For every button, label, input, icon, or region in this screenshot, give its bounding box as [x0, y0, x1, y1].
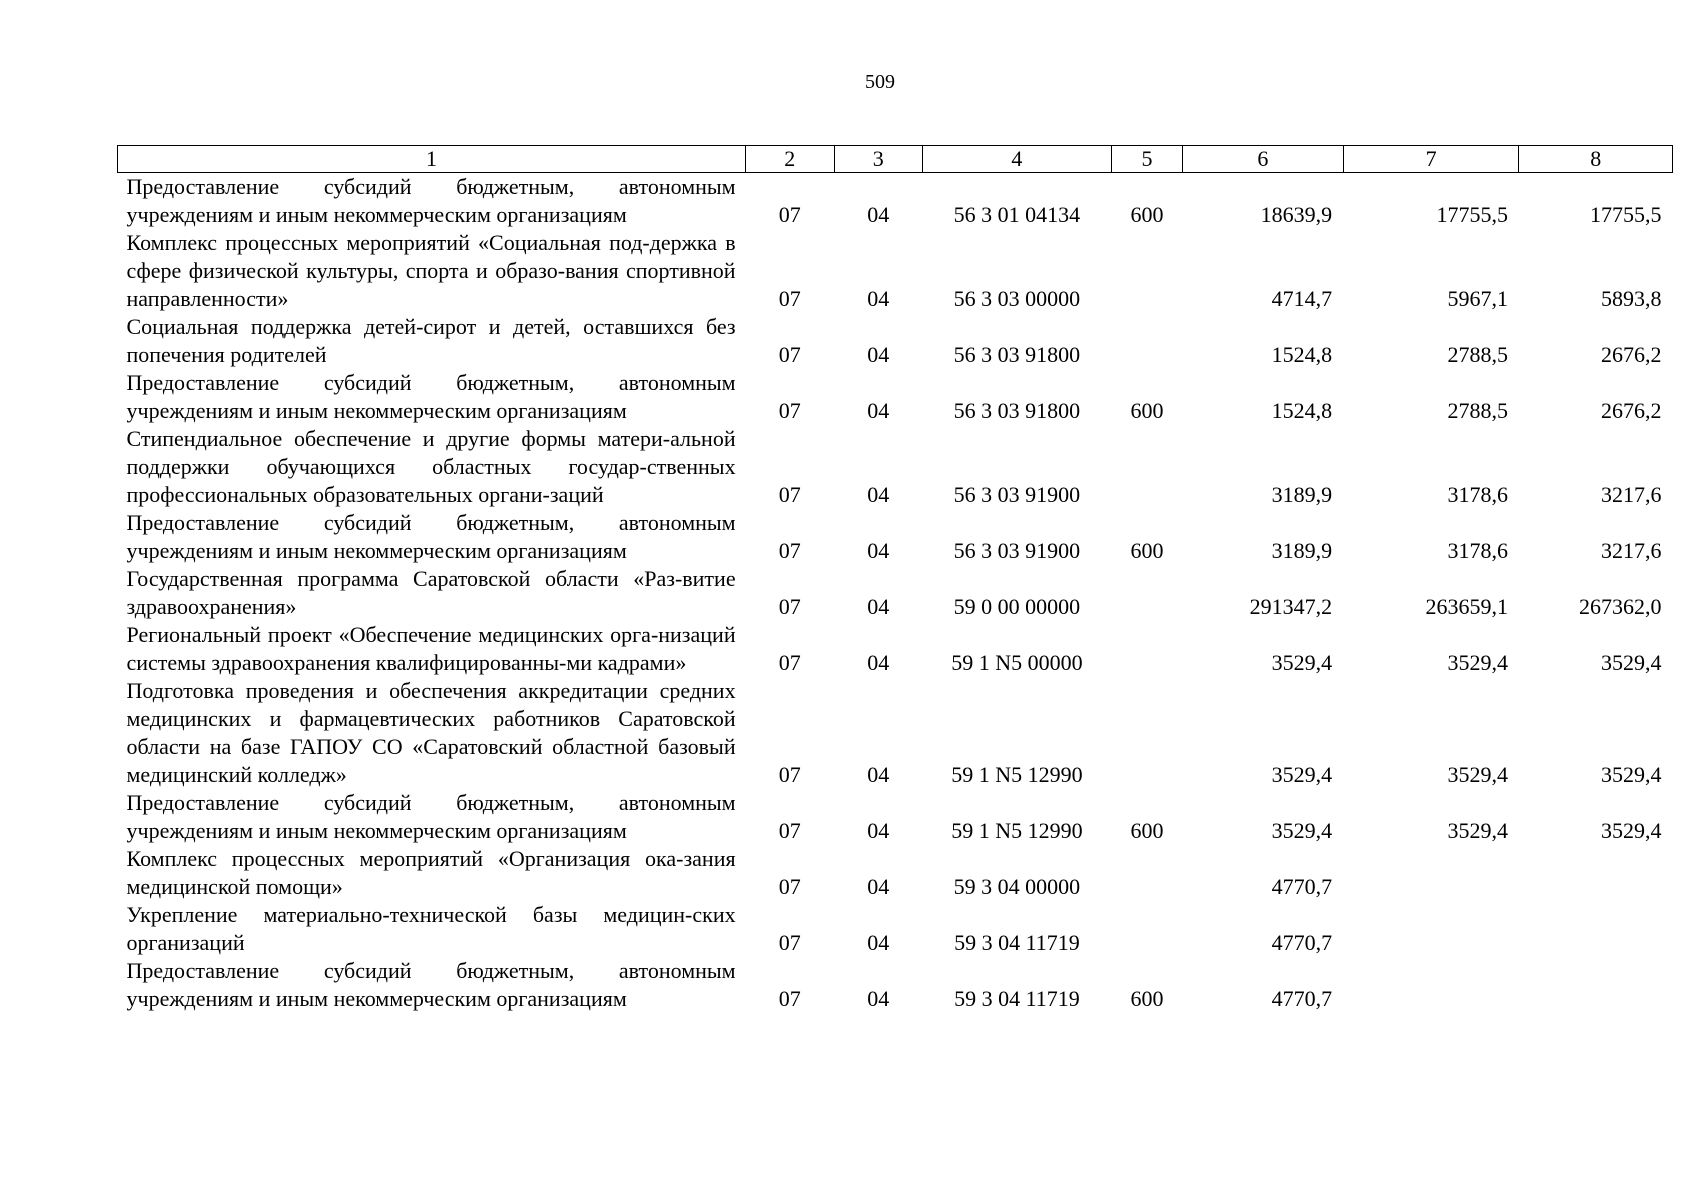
row-name: Стипендиальное обеспечение и другие формы матери-альной поддержки обучающихся областных государ-ственных профессиональных образовательных органи-заций: [126, 426, 736, 507]
amount-col-7: [1343, 845, 1519, 901]
table-row: [118, 621, 1673, 677]
target-article-code: 59 0 00 00000: [953, 594, 1081, 619]
subsection-code: 04: [867, 650, 890, 675]
row-name: Подготовка проведения и обеспечения аккредитации средних медицинских и фармацевтических работников Саратовской области на базе ГАПОУ СО «Саратовский областной базовый медицинский колледж»: [126, 678, 736, 787]
subsection-code: 04: [867, 482, 890, 507]
table-row: [118, 369, 1673, 425]
table-row: [118, 845, 1673, 901]
expense-type-code: [1111, 901, 1182, 957]
amount-col-6: 291347,2: [1249, 594, 1333, 619]
section-code: 07: [778, 286, 801, 311]
amount-col-6: 4770,7: [1271, 874, 1333, 899]
section-code: 07: [778, 342, 801, 367]
subsection-code: 04: [867, 202, 890, 227]
amount-col-6: 3189,9: [1271, 482, 1333, 507]
table-row: [118, 229, 1673, 313]
amount-col-6: 4714,7: [1271, 286, 1333, 311]
amount-col-8: 2676,2: [1601, 342, 1662, 367]
table-header-row: [118, 146, 1673, 173]
section-code: 07: [778, 874, 801, 899]
expense-type-code: [1111, 677, 1182, 789]
expense-type-code: 600: [1130, 538, 1164, 563]
row-name: Комплекс процессных мероприятий «Организация ока-зания медицинской помощи»: [126, 846, 736, 899]
section-code: 07: [778, 482, 801, 507]
expense-type-code: 600: [1130, 398, 1164, 423]
amount-col-8: 5893,8: [1601, 286, 1662, 311]
table-row: [118, 565, 1673, 621]
expense-type-code: 600: [1130, 202, 1164, 227]
column-header: 2: [746, 146, 834, 173]
target-article-code: 59 3 04 00000: [953, 874, 1081, 899]
table-row: [118, 901, 1673, 957]
target-article-code: 59 1 N5 00000: [951, 650, 1083, 675]
section-code: 07: [778, 930, 801, 955]
section-code: 07: [778, 650, 801, 675]
section-code: 07: [778, 762, 801, 787]
column-header: 7: [1343, 146, 1519, 173]
column-header: 4: [922, 146, 1111, 173]
amount-col-7: 3529,4: [1447, 650, 1508, 675]
amount-col-6: 18639,9: [1260, 202, 1333, 227]
target-article-code: 56 3 03 91900: [953, 538, 1081, 563]
row-name: Предоставление субсидий бюджетным, автономным учреждениям и иным некоммерческим организациям: [126, 370, 736, 423]
subsection-code: 04: [867, 818, 890, 843]
target-article-code: 56 3 03 91800: [953, 398, 1081, 423]
subsection-code: 04: [867, 286, 890, 311]
amount-col-8: 3217,6: [1601, 538, 1662, 563]
table-row: [118, 509, 1673, 565]
column-header: 1: [118, 146, 746, 173]
amount-col-6: 3529,4: [1271, 762, 1333, 787]
amount-col-7: 3178,6: [1447, 538, 1508, 563]
row-name: Предоставление субсидий бюджетным, автономным учреждениям и иным некоммерческим организациям: [126, 958, 736, 1011]
section-code: 07: [778, 986, 801, 1011]
amount-col-8: [1519, 957, 1673, 1013]
amount-col-6: 4770,7: [1271, 986, 1333, 1011]
row-name: Региональный проект «Обеспечение медицинских орга-низаций системы здравоохранения квалифицированны-ми кадрами»: [126, 622, 736, 675]
target-article-code: 56 3 03 91900: [953, 482, 1081, 507]
column-header: 6: [1183, 146, 1344, 173]
row-name: Предоставление субсидий бюджетным, автономным учреждениям и иным некоммерческим организациям: [126, 510, 736, 563]
section-code: 07: [778, 202, 801, 227]
target-article-code: 59 3 04 11719: [954, 930, 1080, 955]
table-row: [118, 425, 1673, 509]
target-article-code: 59 3 04 11719: [954, 986, 1080, 1011]
amount-col-6: 1524,8: [1271, 398, 1333, 423]
amount-col-8: 2676,2: [1601, 398, 1662, 423]
table-row: [118, 313, 1673, 369]
amount-col-7: 3529,4: [1447, 818, 1508, 843]
row-name: Государственная программа Саратовской области «Раз-витие здравоохранения»: [126, 566, 736, 619]
table-row: [118, 789, 1673, 845]
subsection-code: 04: [867, 762, 890, 787]
amount-col-7: 17755,5: [1436, 202, 1508, 227]
amount-col-6: 1524,8: [1271, 342, 1333, 367]
row-name: Укрепление материально-технической базы медицин-ских организаций: [126, 902, 736, 955]
subsection-code: 04: [867, 986, 890, 1011]
amount-col-6: 3189,9: [1271, 538, 1333, 563]
row-name: Социальная поддержка детей-сирот и детей, оставшихся без попечения родителей: [126, 314, 736, 367]
row-name: Предоставление субсидий бюджетным, автономным учреждениям и иным некоммерческим организациям: [126, 790, 736, 843]
target-article-code: 56 3 01 04134: [953, 202, 1081, 227]
amount-col-7: 263659,1: [1425, 594, 1508, 619]
section-code: 07: [778, 538, 801, 563]
target-article-code: 59 1 N5 12990: [951, 762, 1083, 787]
amount-col-6: 3529,4: [1271, 650, 1333, 675]
table-row: [118, 677, 1673, 789]
expense-type-code: [1111, 621, 1182, 677]
amount-col-7: 5967,1: [1447, 286, 1508, 311]
target-article-code: 59 1 N5 12990: [951, 818, 1083, 843]
amount-col-7: 2788,5: [1447, 342, 1508, 367]
amount-col-8: [1519, 845, 1673, 901]
amount-col-6: 4770,7: [1271, 930, 1333, 955]
subsection-code: 04: [867, 930, 890, 955]
amount-col-8: 3529,4: [1601, 762, 1662, 787]
expense-type-code: [1111, 565, 1182, 621]
amount-col-8: [1519, 901, 1673, 957]
expense-type-code: [1111, 229, 1182, 313]
expense-type-code: [1111, 313, 1182, 369]
row-name: Комплекс процессных мероприятий «Социальная под-держка в сфере физической культуры, спорта и образо-вания спортивной направленности»: [126, 230, 736, 311]
expense-type-code: [1111, 425, 1182, 509]
section-code: 07: [778, 818, 801, 843]
column-header: 8: [1519, 146, 1673, 173]
section-code: 07: [778, 398, 801, 423]
budget-table: [117, 145, 1673, 1013]
subsection-code: 04: [867, 874, 890, 899]
subsection-code: 04: [867, 342, 890, 367]
table-row: [118, 957, 1673, 1013]
amount-col-8: 3529,4: [1601, 650, 1662, 675]
subsection-code: 04: [867, 594, 890, 619]
amount-col-8: 3529,4: [1601, 818, 1662, 843]
section-code: 07: [778, 594, 801, 619]
amount-col-8: 267362,0: [1579, 594, 1662, 619]
target-article-code: 56 3 03 00000: [953, 286, 1081, 311]
amount-col-8: 17755,5: [1590, 202, 1662, 227]
amount-col-7: 3178,6: [1447, 482, 1508, 507]
subsection-code: 04: [867, 398, 890, 423]
amount-col-7: [1343, 901, 1519, 957]
column-header: 5: [1111, 146, 1182, 173]
amount-col-7: 3529,4: [1447, 762, 1508, 787]
target-article-code: 56 3 03 91800: [953, 342, 1081, 367]
row-name: Предоставление субсидий бюджетным, автономным учреждениям и иным некоммерческим организациям: [126, 174, 736, 227]
column-header: 3: [834, 146, 922, 173]
subsection-code: 04: [867, 538, 890, 563]
amount-col-8: 3217,6: [1601, 482, 1662, 507]
amount-col-7: [1343, 957, 1519, 1013]
amount-col-6: 3529,4: [1271, 818, 1333, 843]
expense-type-code: 600: [1130, 818, 1164, 843]
page-number: 509: [865, 71, 895, 93]
table-row: [118, 173, 1673, 230]
expense-type-code: 600: [1130, 986, 1164, 1011]
expense-type-code: [1111, 845, 1182, 901]
amount-col-7: 2788,5: [1447, 398, 1508, 423]
